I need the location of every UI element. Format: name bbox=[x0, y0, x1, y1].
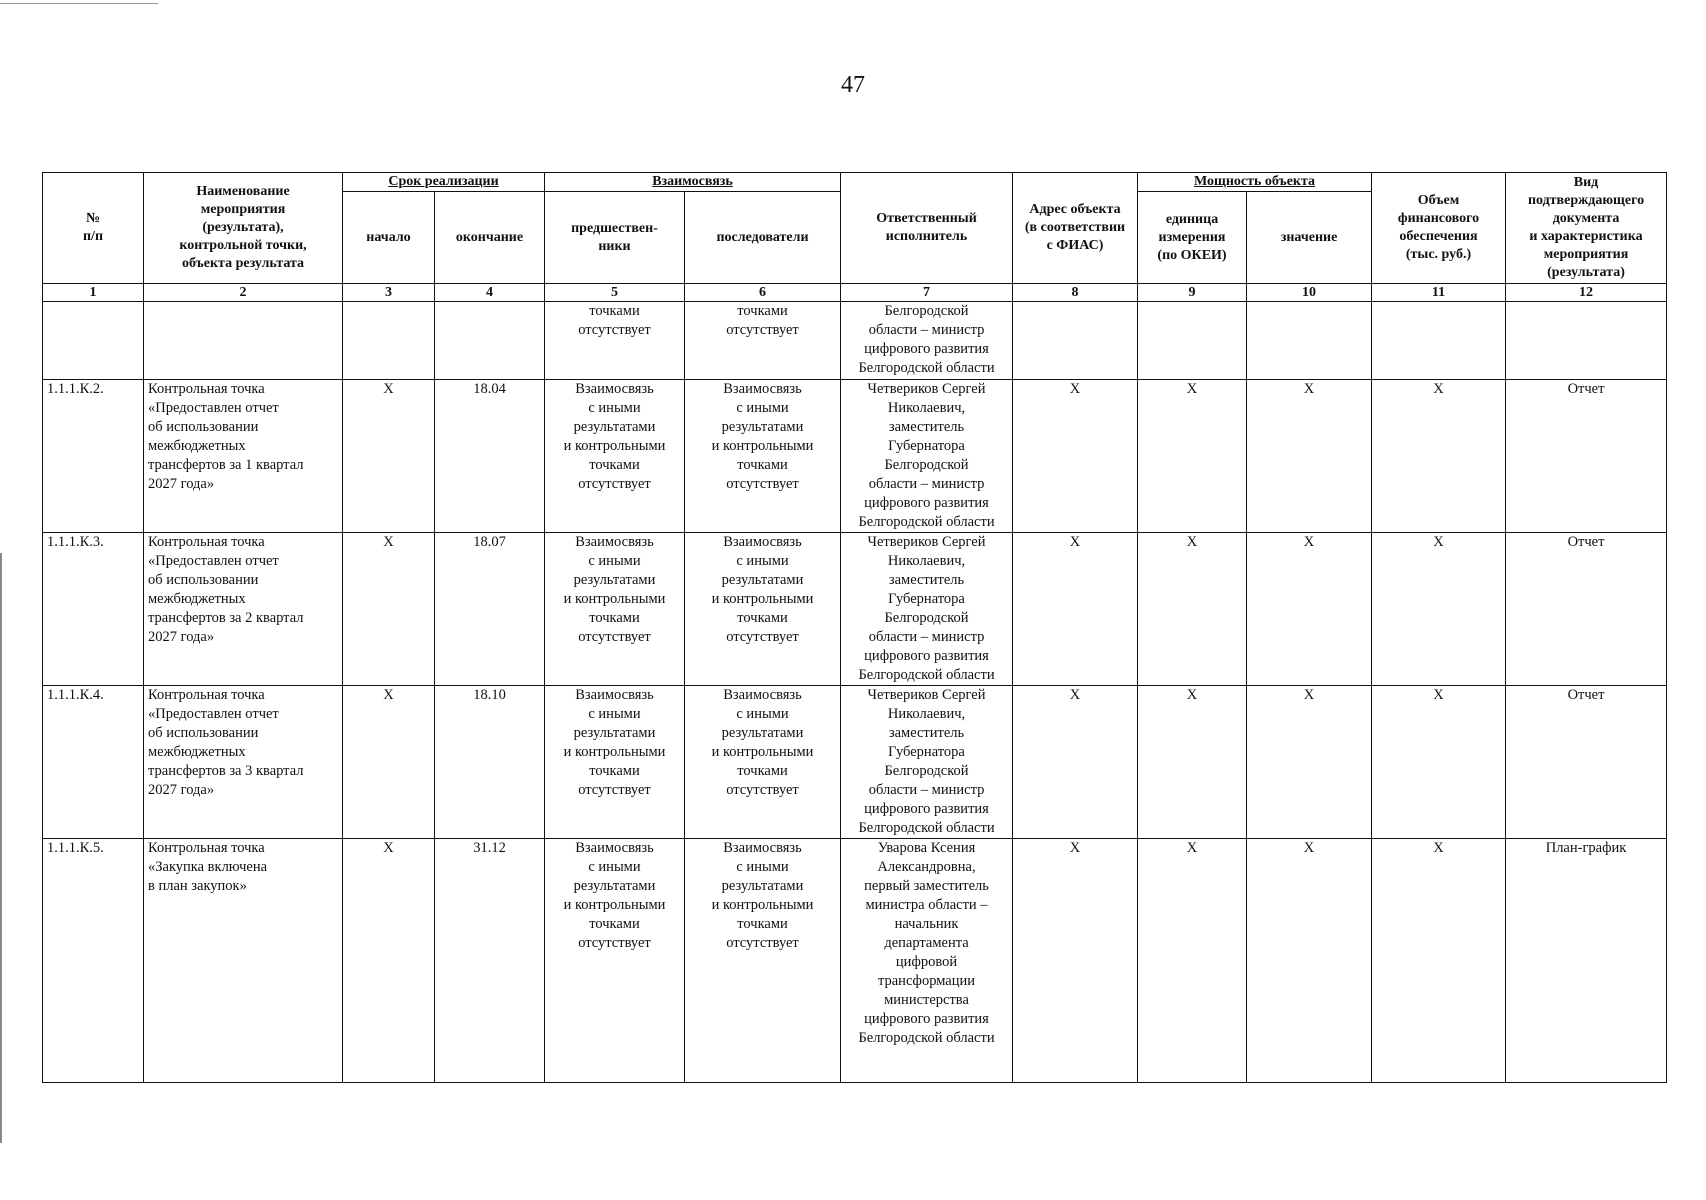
cell-predecessors: точками отсутствует bbox=[545, 302, 685, 380]
cell-address: Х bbox=[1013, 686, 1138, 839]
cell-num: 1.1.1.К.3. bbox=[43, 533, 144, 686]
table-row bbox=[43, 533, 1667, 686]
cell-name: Контрольная точка «Предоставлен отчет об использовании межбюджетных трансфертов за 1 квартал 2027 года» bbox=[144, 380, 343, 533]
column-number: 1 bbox=[43, 284, 144, 302]
cell-finance: Х bbox=[1372, 380, 1506, 533]
column-number: 12 bbox=[1506, 284, 1667, 302]
cell-predecessors: Взаимосвязь с иными результатами и контрольными точками отсутствует bbox=[545, 839, 685, 1083]
cell-num: 1.1.1.К.4. bbox=[43, 686, 144, 839]
cell-start: Х bbox=[343, 839, 435, 1083]
table-row bbox=[43, 302, 1667, 380]
cell-finance bbox=[1372, 302, 1506, 380]
cell-start: Х bbox=[343, 380, 435, 533]
cell-responsible: Четвериков Сергей Николаевич, заместитель Губернатора Белгородской области – министр цифрового развития Белгородской области bbox=[841, 686, 1013, 839]
header-name: Наименование мероприятия (результата), контрольной точки, объекта результата bbox=[144, 173, 343, 284]
column-number: 2 bbox=[144, 284, 343, 302]
cell-end: 18.04 bbox=[435, 380, 545, 533]
cell-end: 18.10 bbox=[435, 686, 545, 839]
column-number: 9 bbox=[1138, 284, 1247, 302]
cell-name: Контрольная точка «Предоставлен отчет об использовании межбюджетных трансфертов за 3 квартал 2027 года» bbox=[144, 686, 343, 839]
cell-finance: Х bbox=[1372, 686, 1506, 839]
cell-address: Х bbox=[1013, 380, 1138, 533]
column-numbers-row bbox=[43, 284, 1667, 302]
cell-unit: Х bbox=[1138, 839, 1247, 1083]
header-finance: Объем финансового обеспечения (тыс. руб.) bbox=[1372, 173, 1506, 284]
header-successors: последователи bbox=[685, 192, 841, 284]
header-address: Адрес объекта (в соответствии с ФИАС) bbox=[1013, 173, 1138, 284]
cell-unit: Х bbox=[1138, 686, 1247, 839]
cell-unit: Х bbox=[1138, 533, 1247, 686]
table-row bbox=[43, 839, 1667, 1083]
column-number: 4 bbox=[435, 284, 545, 302]
column-number: 11 bbox=[1372, 284, 1506, 302]
cell-start: Х bbox=[343, 686, 435, 839]
cell-predecessors: Взаимосвязь с иными результатами и контрольными точками отсутствует bbox=[545, 686, 685, 839]
cell-end bbox=[435, 302, 545, 380]
cell-address: Х bbox=[1013, 533, 1138, 686]
cell-responsible: Четвериков Сергей Николаевич, заместитель Губернатора Белгородской области – министр цифрового развития Белгородской области bbox=[841, 533, 1013, 686]
table-row bbox=[43, 380, 1667, 533]
cell-successors: Взаимосвязь с иными результатами и контрольными точками отсутствует bbox=[685, 686, 841, 839]
cell-name: Контрольная точка «Закупка включена в план закупок» bbox=[144, 839, 343, 1083]
column-number: 5 bbox=[545, 284, 685, 302]
column-number: 3 bbox=[343, 284, 435, 302]
cell-responsible: Белгородской области – министр цифрового развития Белгородской области bbox=[841, 302, 1013, 380]
header-power-group: Мощность объекта bbox=[1138, 173, 1372, 192]
header-responsible: Ответственный исполнитель bbox=[841, 173, 1013, 284]
cell-value bbox=[1247, 302, 1372, 380]
cell-unit bbox=[1138, 302, 1247, 380]
column-number: 8 bbox=[1013, 284, 1138, 302]
header-link-group: Взаимосвязь bbox=[545, 173, 841, 192]
cell-predecessors: Взаимосвязь с иными результатами и контрольными точками отсутствует bbox=[545, 533, 685, 686]
cell-start: Х bbox=[343, 533, 435, 686]
cell-value: Х bbox=[1247, 533, 1372, 686]
cell-document: План-график bbox=[1506, 839, 1667, 1083]
header-unit: единица измерения (по ОКЕИ) bbox=[1138, 192, 1247, 284]
column-number: 6 bbox=[685, 284, 841, 302]
scan-edge-line bbox=[0, 553, 2, 1143]
header-end: окончание bbox=[435, 192, 545, 284]
cell-finance: Х bbox=[1372, 533, 1506, 686]
cell-document: Отчет bbox=[1506, 533, 1667, 686]
cell-successors: Взаимосвязь с иными результатами и контрольными точками отсутствует bbox=[685, 533, 841, 686]
cell-successors: Взаимосвязь с иными результатами и контрольными точками отсутствует bbox=[685, 380, 841, 533]
cell-end: 18.07 bbox=[435, 533, 545, 686]
cell-document: Отчет bbox=[1506, 380, 1667, 533]
cell-unit: Х bbox=[1138, 380, 1247, 533]
cell-successors: Взаимосвязь с иными результатами и контрольными точками отсутствует bbox=[685, 839, 841, 1083]
header-value: значение bbox=[1247, 192, 1372, 284]
cell-responsible: Четвериков Сергей Николаевич, заместитель Губернатора Белгородской области – министр цифрового развития Белгородской области bbox=[841, 380, 1013, 533]
cell-end: 31.12 bbox=[435, 839, 545, 1083]
cell-name: Контрольная точка «Предоставлен отчет об использовании межбюджетных трансфертов за 2 квартал 2027 года» bbox=[144, 533, 343, 686]
cell-num bbox=[43, 302, 144, 380]
column-number: 10 bbox=[1247, 284, 1372, 302]
table-row bbox=[43, 686, 1667, 839]
header-document: Вид подтверждающего документа и характеристика мероприятия (результата) bbox=[1506, 173, 1667, 284]
cell-address: Х bbox=[1013, 839, 1138, 1083]
cell-num: 1.1.1.К.2. bbox=[43, 380, 144, 533]
cell-address bbox=[1013, 302, 1138, 380]
cell-finance: Х bbox=[1372, 839, 1506, 1083]
header-period-group: Срок реализации bbox=[343, 173, 545, 192]
cell-document: Отчет bbox=[1506, 686, 1667, 839]
cell-name bbox=[144, 302, 343, 380]
header-start: начало bbox=[343, 192, 435, 284]
header-predecessors: предшествен- ники bbox=[545, 192, 685, 284]
cell-num: 1.1.1.К.5. bbox=[43, 839, 144, 1083]
scan-edge-line bbox=[0, 3, 158, 4]
cell-value: Х bbox=[1247, 839, 1372, 1083]
cell-document bbox=[1506, 302, 1667, 380]
cell-value: Х bbox=[1247, 380, 1372, 533]
header-num: № п/п bbox=[43, 173, 144, 284]
cell-predecessors: Взаимосвязь с иными результатами и контрольными точками отсутствует bbox=[545, 380, 685, 533]
events-table bbox=[42, 172, 1667, 1083]
cell-successors: точками отсутствует bbox=[685, 302, 841, 380]
cell-start bbox=[343, 302, 435, 380]
cell-responsible: Уварова Ксения Александровна, первый заместитель министра области – начальник департамента цифровой трансформации министерства цифрового развития Белгородской области bbox=[841, 839, 1013, 1083]
cell-value: Х bbox=[1247, 686, 1372, 839]
page-number: 47 bbox=[841, 72, 865, 98]
header-row-1 bbox=[43, 173, 1667, 192]
column-number: 7 bbox=[841, 284, 1013, 302]
